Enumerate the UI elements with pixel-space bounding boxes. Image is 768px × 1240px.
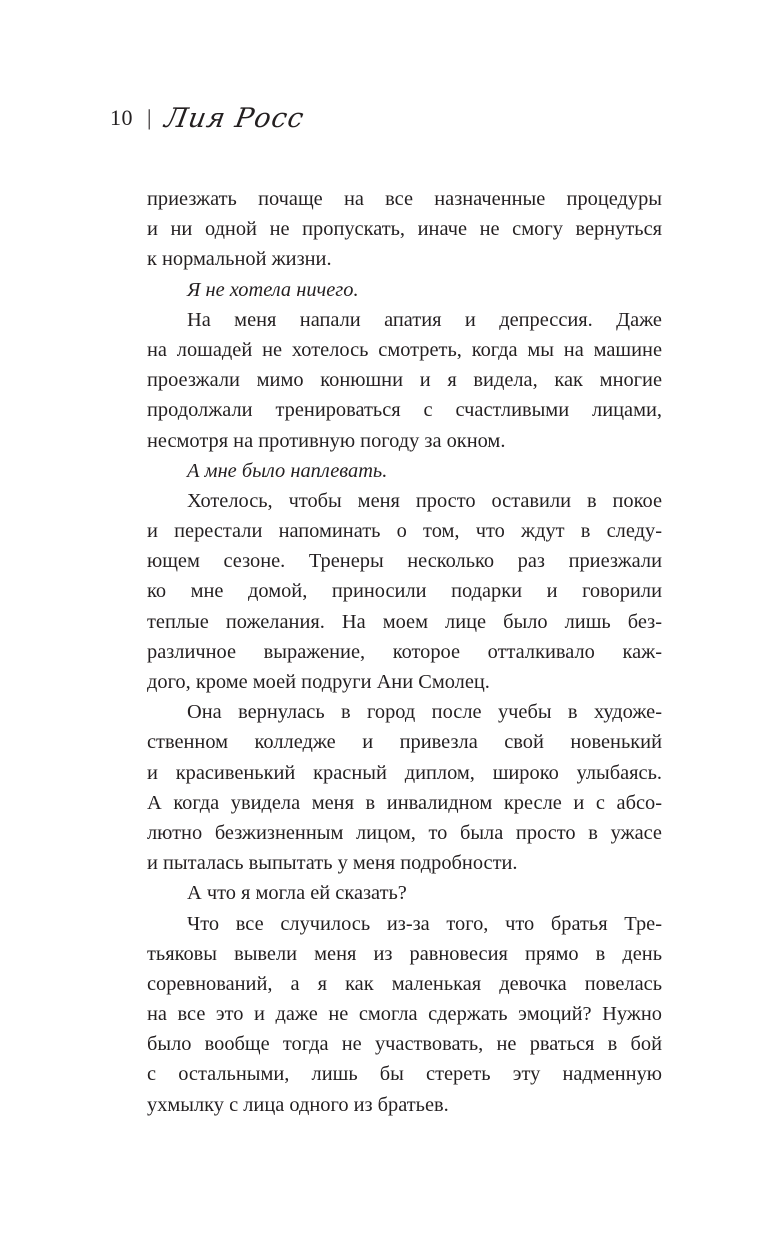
page-header	[110, 96, 308, 140]
text-line: на все это и даже не смогла сдержать эмоций? Нужно	[147, 1003, 662, 1026]
text-line: ухмылку с лица одного из братьев.	[147, 1093, 449, 1116]
text-line: ко мне домой, приносили подарки и говорили	[147, 580, 662, 603]
text-line: соревнований, а я как маленькая девочка повелась	[147, 972, 662, 995]
text-line: тьяковы вывели меня из равновесия прямо в день	[147, 942, 662, 965]
text-line: Что все случилось из-за того, что братья Тре-	[187, 912, 662, 935]
header-separator: |	[147, 105, 152, 130]
text-line: и ни одной не пропускать, иначе не смогу вернуться	[147, 218, 662, 241]
text-line: теплые пожелания. На моем лице было лишь без-	[147, 610, 662, 633]
text-line: к нормальной жизни.	[147, 248, 332, 271]
text-line: различное выражение, которое отталкивало каж-	[147, 640, 662, 663]
text-line: Хотелось, чтобы меня просто оставили в покое	[187, 489, 662, 512]
text-line: А мне было наплевать.	[187, 459, 388, 482]
text-line: с остальными, лишь бы стереть эту надменную	[147, 1063, 662, 1086]
text-line: проезжали мимо конюшни и я видела, как многие	[147, 369, 662, 392]
text-line: приезжать почаще на все назначенные процедуры	[147, 188, 662, 210]
text-line: было вообще тогда не участвовать, не рваться в бой	[147, 1033, 662, 1056]
text-line: и красивенький красный диплом, широко улыбаясь.	[147, 761, 662, 784]
text-line: А когда увидела меня в инвалидном кресле и с абсо-	[147, 791, 662, 814]
text-line: ющем сезоне. Тренеры несколько раз приезжали	[147, 550, 662, 573]
text-line: продолжали тренироваться с счастливыми лицами,	[147, 399, 662, 422]
text-line: ственном колледже и привезла свой новенький	[147, 731, 662, 754]
page-number: 10	[110, 105, 133, 130]
text-line: дого, кроме моей подруги Ани Смолец.	[147, 671, 490, 693]
text-line: Я не хотела ничего.	[187, 278, 359, 301]
body-text	[147, 184, 662, 1120]
text-line: несмотря на противную погоду за окном.	[147, 429, 506, 452]
text-line: На меня напали апатия и депрессия. Даже	[187, 308, 662, 331]
author-name: Лия Росс	[162, 102, 308, 134]
text-line: Она вернулась в город после учебы в художе-	[187, 701, 662, 724]
text-line: и пыталась выпытать у меня подробности.	[147, 852, 518, 875]
text-line: и перестали напоминать о том, что ждут в следу-	[147, 520, 662, 543]
text-line: лютно безжизненным лицом, то была просто в ужасе	[147, 821, 662, 844]
text-line: А что я могла ей сказать?	[187, 882, 407, 905]
text-line: на лошадей не хотелось смотреть, когда мы на машине	[147, 338, 662, 361]
